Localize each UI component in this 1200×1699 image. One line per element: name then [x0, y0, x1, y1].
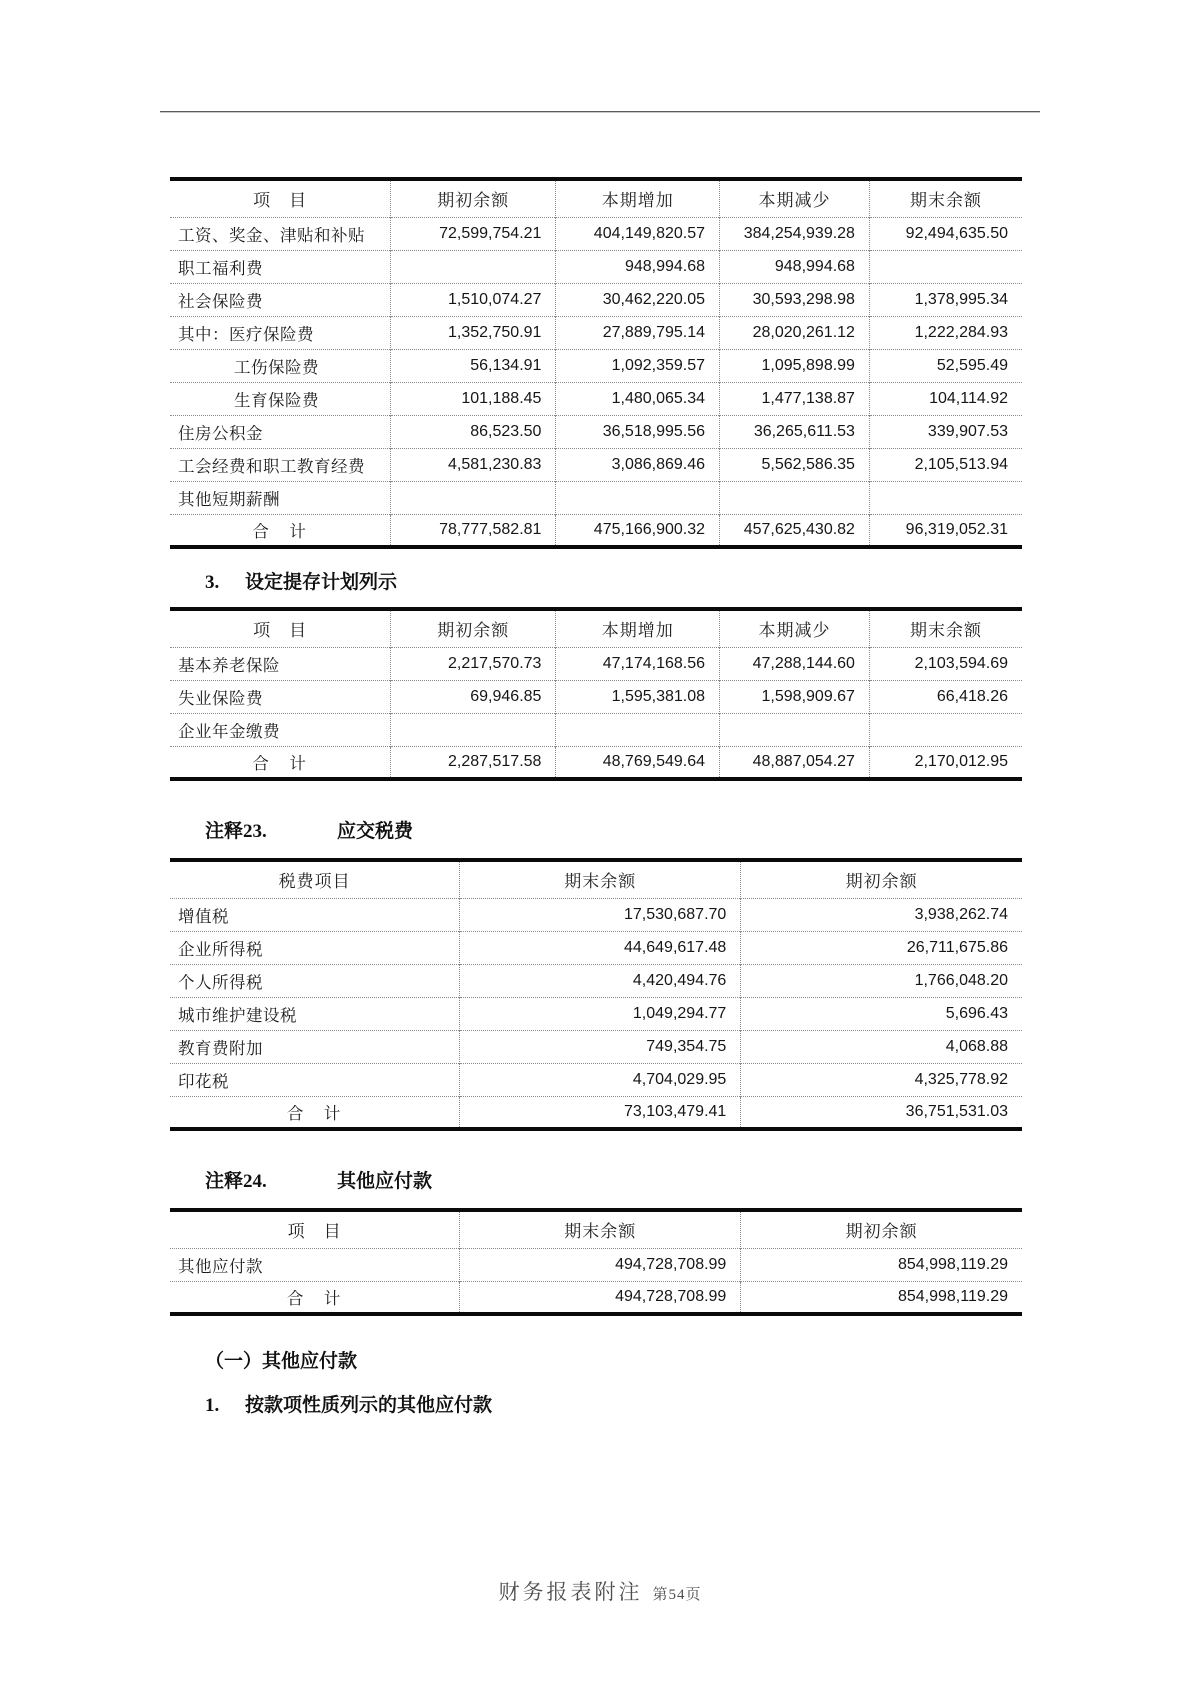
subsection-heading-other-payables: （一）其他应付款	[205, 1351, 358, 1372]
row-label: 工资、奖金、津贴和补贴	[170, 217, 391, 250]
cell-value: 948,994.68	[556, 250, 720, 283]
page-content	[170, 177, 1022, 1419]
table-row	[170, 713, 1022, 746]
column-header: 期初余额	[391, 179, 556, 217]
table-header-row	[170, 179, 1022, 217]
column-header: 本期增加	[556, 179, 720, 217]
table-row	[170, 316, 1022, 349]
column-header: 期末余额	[460, 1210, 741, 1248]
row-label: 社会保险费	[170, 283, 391, 316]
column-header: 本期减少	[720, 609, 870, 647]
cell-value: 948,994.68	[720, 250, 870, 283]
table-row	[170, 283, 1022, 316]
cell-value	[556, 713, 720, 746]
cell-value: 96,319,052.31	[869, 514, 1022, 547]
cell-value: 48,769,549.64	[556, 746, 720, 779]
note-title: 其他应付款	[337, 1171, 433, 1192]
note-number: 注释23.	[205, 821, 267, 842]
cell-value	[391, 481, 556, 514]
cell-value	[720, 481, 870, 514]
cell-value: 1,092,359.57	[556, 349, 720, 382]
footer-title: 财务报表附注	[498, 1580, 643, 1604]
cell-value: 1,378,995.34	[869, 283, 1022, 316]
column-header: 本期增加	[556, 609, 720, 647]
table-row	[170, 647, 1022, 680]
cell-value: 1,222,284.93	[869, 316, 1022, 349]
page-footer	[0, 1576, 1200, 1606]
subsection-title: 按款项性质列示的其他应付款	[245, 1395, 493, 1416]
cell-value: 2,170,012.95	[869, 746, 1022, 779]
cell-value: 5,696.43	[741, 997, 1022, 1030]
note-heading-24	[170, 1168, 1022, 1195]
table-header-row	[170, 860, 1022, 898]
note-title: 应交税费	[337, 821, 414, 842]
cell-value: 104,114.92	[869, 382, 1022, 415]
row-label: 职工福利费	[170, 250, 391, 283]
cell-value: 28,020,261.12	[720, 316, 870, 349]
table-row	[170, 1248, 1022, 1281]
cell-value: 26,711,675.86	[741, 931, 1022, 964]
total-row	[170, 514, 1022, 547]
cell-value: 92,494,635.50	[869, 217, 1022, 250]
row-label: 基本养老保险	[170, 647, 391, 680]
row-label: 住房公积金	[170, 415, 391, 448]
cell-value: 52,595.49	[869, 349, 1022, 382]
cell-value: 1,049,294.77	[460, 997, 741, 1030]
cell-value: 339,907.53	[869, 415, 1022, 448]
cell-value: 457,625,430.82	[720, 514, 870, 547]
other-payables-table	[170, 1208, 1022, 1316]
cell-value: 3,938,262.74	[741, 898, 1022, 931]
cell-value: 1,766,048.20	[741, 964, 1022, 997]
table-header-row	[170, 1210, 1022, 1248]
note-number: 注释24.	[205, 1171, 267, 1192]
cell-value: 2,287,517.58	[391, 746, 556, 779]
table-row	[170, 997, 1022, 1030]
cell-value: 44,649,617.48	[460, 931, 741, 964]
cell-value: 2,103,594.69	[869, 647, 1022, 680]
cell-value: 30,593,298.98	[720, 283, 870, 316]
taxes-payable-table	[170, 858, 1022, 1131]
column-header: 期末余额	[869, 179, 1022, 217]
row-label: 工会经费和职工教育经费	[170, 448, 391, 481]
cell-value: 1,352,750.91	[391, 316, 556, 349]
column-header: 项 目	[253, 621, 308, 641]
cell-value: 86,523.50	[391, 415, 556, 448]
row-label: 企业年金缴费	[170, 713, 391, 746]
cell-value: 475,166,900.32	[556, 514, 720, 547]
page-header-rule	[160, 111, 1040, 113]
cell-value: 1,510,074.27	[391, 283, 556, 316]
cell-value	[556, 481, 720, 514]
table-row	[170, 250, 1022, 283]
column-header: 期末余额	[869, 609, 1022, 647]
cell-value: 66,418.26	[869, 680, 1022, 713]
table-row	[170, 931, 1022, 964]
row-label: 城市维护建设税	[170, 997, 460, 1030]
cell-value: 3,086,869.46	[556, 448, 720, 481]
short-term-payroll-table	[170, 177, 1022, 549]
cell-value	[720, 713, 870, 746]
row-label: 增值税	[170, 898, 460, 931]
column-header: 期初余额	[741, 1210, 1022, 1248]
table-row	[170, 349, 1022, 382]
cell-value: 36,518,995.56	[556, 415, 720, 448]
defined-contribution-table	[170, 607, 1022, 781]
subsection-number: 1.	[205, 1395, 220, 1416]
cell-value: 494,728,708.99	[460, 1248, 741, 1281]
cell-value: 47,174,168.56	[556, 647, 720, 680]
cell-value: 1,095,898.99	[720, 349, 870, 382]
row-label: 工伤保险费	[170, 349, 391, 382]
cell-value: 2,105,513.94	[869, 448, 1022, 481]
cell-value: 494,728,708.99	[460, 1281, 741, 1314]
cell-value: 1,477,138.87	[720, 382, 870, 415]
column-header: 期末余额	[460, 860, 741, 898]
cell-value: 30,462,220.05	[556, 283, 720, 316]
cell-value: 1,480,065.34	[556, 382, 720, 415]
cell-value: 69,946.85	[391, 680, 556, 713]
cell-value	[869, 250, 1022, 283]
subsection-heading-by-nature	[170, 1392, 1022, 1419]
row-label: 教育费附加	[170, 1030, 460, 1063]
total-label: 合 计	[170, 1096, 460, 1129]
column-header: 税费项目	[278, 872, 351, 892]
cell-value: 4,704,029.95	[460, 1063, 741, 1096]
section-heading-defined-contribution	[170, 569, 1022, 596]
table-row	[170, 964, 1022, 997]
cell-value: 27,889,795.14	[556, 316, 720, 349]
cell-value: 56,134.91	[391, 349, 556, 382]
table-row	[170, 898, 1022, 931]
column-header: 本期减少	[720, 179, 870, 217]
row-label: 其他短期薪酬	[170, 481, 391, 514]
section-title: 设定提存计划列示	[245, 572, 398, 593]
cell-value: 47,288,144.60	[720, 647, 870, 680]
cell-value	[391, 250, 556, 283]
row-label: 其中：医疗保险费	[170, 316, 391, 349]
cell-value: 73,103,479.41	[460, 1096, 741, 1129]
cell-value: 4,068.88	[741, 1030, 1022, 1063]
section-number: 3.	[205, 572, 220, 593]
row-label: 企业所得税	[170, 931, 460, 964]
cell-value	[869, 481, 1022, 514]
total-label: 合 计	[170, 514, 391, 547]
note-heading-23	[170, 818, 1022, 845]
table-row	[170, 217, 1022, 250]
row-label: 个人所得税	[170, 964, 460, 997]
cell-value: 404,149,820.57	[556, 217, 720, 250]
cell-value: 1,598,909.67	[720, 680, 870, 713]
total-row	[170, 1281, 1022, 1314]
cell-value: 749,354.75	[460, 1030, 741, 1063]
cell-value: 1,595,381.08	[556, 680, 720, 713]
cell-value: 48,887,054.27	[720, 746, 870, 779]
cell-value: 4,420,494.76	[460, 964, 741, 997]
table-header-row	[170, 609, 1022, 647]
total-row	[170, 1096, 1022, 1129]
cell-value: 101,188.45	[391, 382, 556, 415]
page-number: 第54页	[652, 1587, 702, 1603]
cell-value: 384,254,939.28	[720, 217, 870, 250]
row-label: 失业保险费	[170, 680, 391, 713]
cell-value: 4,325,778.92	[741, 1063, 1022, 1096]
cell-value: 36,265,611.53	[720, 415, 870, 448]
table-row	[170, 382, 1022, 415]
cell-value: 72,599,754.21	[391, 217, 556, 250]
table-row	[170, 1030, 1022, 1063]
column-header: 期初余额	[741, 860, 1022, 898]
table-row	[170, 415, 1022, 448]
cell-value	[391, 713, 556, 746]
cell-value: 78,777,582.81	[391, 514, 556, 547]
cell-value: 36,751,531.03	[741, 1096, 1022, 1129]
table-row	[170, 481, 1022, 514]
total-row	[170, 746, 1022, 779]
column-header: 期初余额	[391, 609, 556, 647]
cell-value: 2,217,570.73	[391, 647, 556, 680]
column-header: 项 目	[253, 191, 308, 211]
cell-value	[869, 713, 1022, 746]
table-row	[170, 448, 1022, 481]
cell-value: 854,998,119.29	[741, 1281, 1022, 1314]
cell-value: 17,530,687.70	[460, 898, 741, 931]
total-label: 合 计	[170, 746, 391, 779]
row-label: 生育保险费	[170, 382, 391, 415]
cell-value: 5,562,586.35	[720, 448, 870, 481]
cell-value: 4,581,230.83	[391, 448, 556, 481]
table-row	[170, 1063, 1022, 1096]
row-label: 其他应付款	[170, 1248, 460, 1281]
table-row	[170, 680, 1022, 713]
column-header: 项 目	[287, 1222, 342, 1242]
cell-value: 854,998,119.29	[741, 1248, 1022, 1281]
row-label: 印花税	[170, 1063, 460, 1096]
total-label: 合 计	[170, 1281, 460, 1314]
